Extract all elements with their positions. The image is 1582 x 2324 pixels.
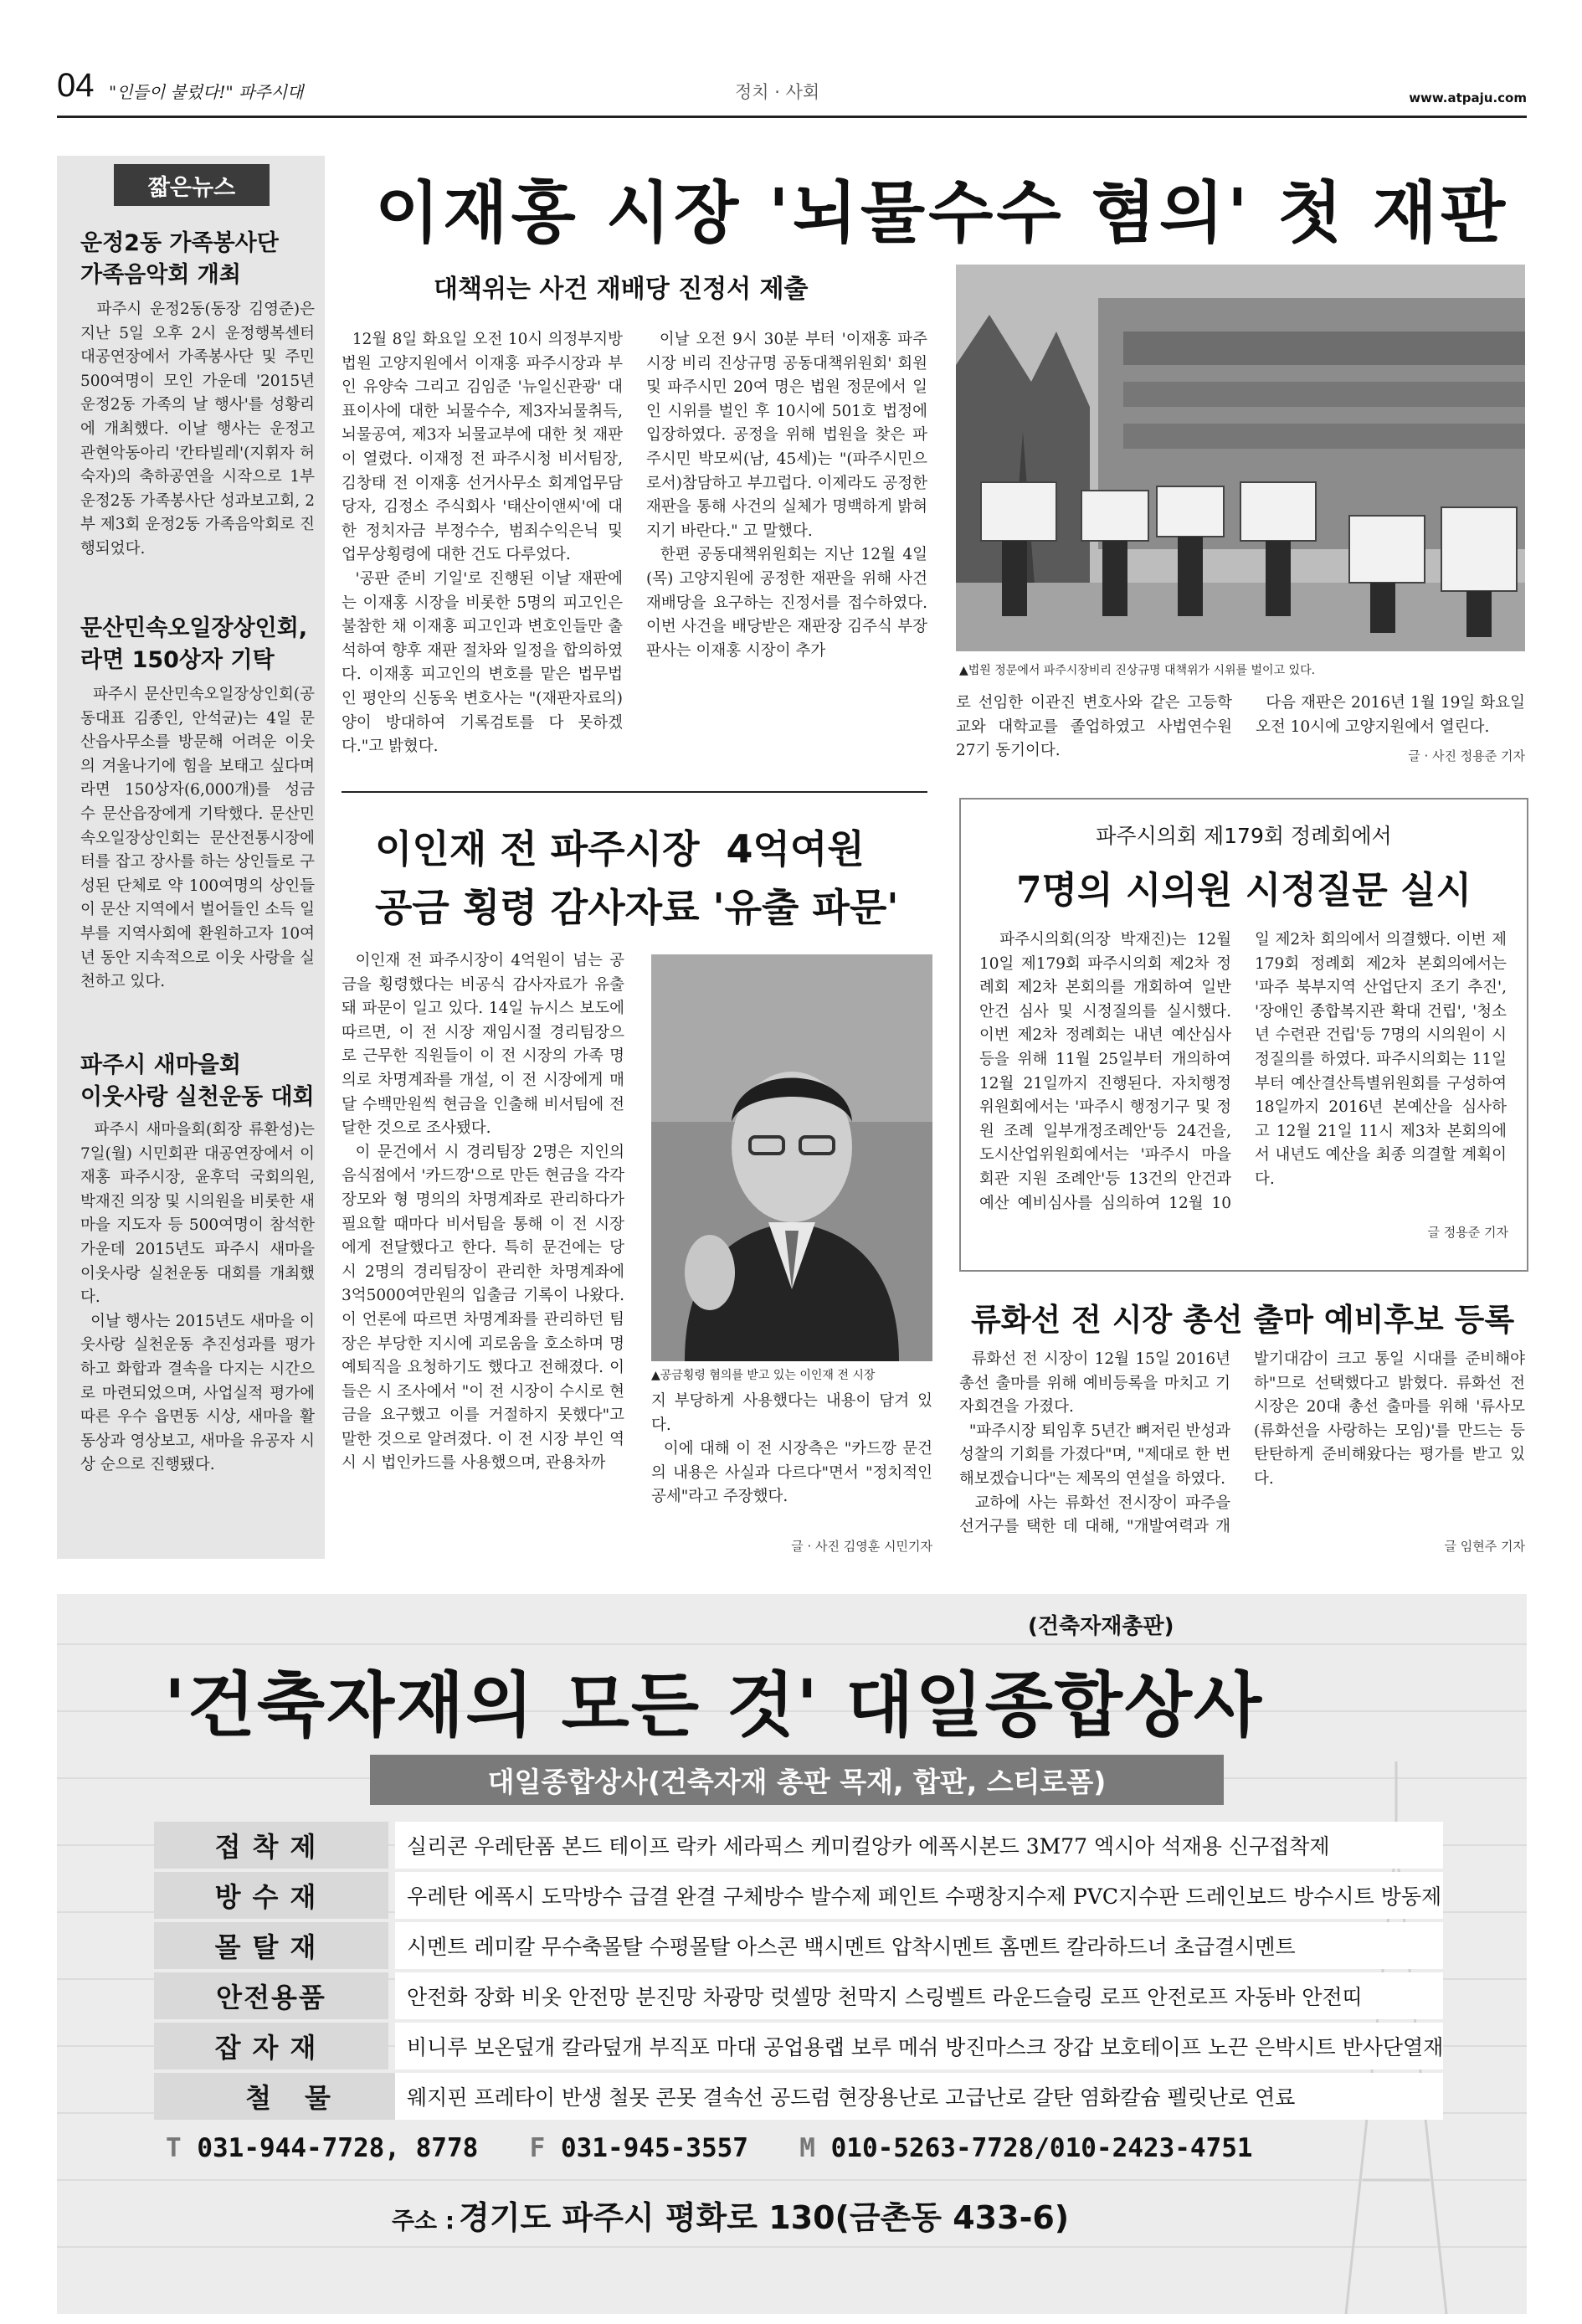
product-category-label: 방수재	[154, 1872, 388, 1919]
short-news-label: 짧은뉴스	[114, 164, 270, 206]
ad-contact-line	[166, 2133, 1253, 2163]
lead-credit: 글 · 사진 정용준 기자	[1408, 748, 1525, 764]
second-body: 이인재 전 파주시장이 4억원이 넘는 공금을 횡령했다는 비공식 감사자료가 유출돼 파문이 일고 있다. 14일 뉴시스 보도에 따르면, 이 전 시장 재임시절 경리팀장으로 근무한 직원들이 이 전 시장의 가족 명의로 차명계좌를 개설, 이 전 시장에게 매달 수백만원씩 현금을 인출해 비서팀에 전달한 것으로 조사됐다. 이 문건에서 시 경리팀장 2명은 지인의 음식점에서 '카드깡'으로 만든 현금을 각각 장모와 형 명의의 차명계좌로 관리하다가 필요할 때마다 비서팀을 통해 이 전 시장에게 전달했다고 한다. 특히 문건에는 당시 2명의 경리팀장이 관리한 차명계좌에 3억5000여만원의 입출금 기록이 나왔다. 이 언론에 따르면 차명계좌를 관리하던 팀장은 부당한 지시에 괴로움을 호소하며 명예퇴직을 요청하기도 했다고 전해졌다. 이들은 시 조사에서 "이 전 시장이 수시로 현금을 요구했고 이를 거절하지 못했다"고 말한 것으로 알려졌다. 이 전 시장 부인 역시 시 법인카드를 사용했으며, 관용차까	[342, 952, 624, 1473]
fax-prefix: F	[529, 2133, 546, 2163]
sidebar-item-title: 문산민속오일장상인회, 라면 150상자 기탁	[80, 615, 308, 673]
product-row	[154, 1972, 1443, 2019]
second-headline-line2: 공금 횡령 감사자료 '유출 파문'	[375, 885, 899, 930]
lead-photo	[956, 265, 1525, 651]
page-header	[57, 69, 1527, 111]
third-body: 류화선 전 시장이 12월 15일 2016년 총선 출마를 위해 예비등록을 마치고 기자회견을 가졌다. "파주시장 퇴임후 5년간 뼈저린 반성과 성찰의 기회를 가졌다"며, "제대로 한 번 해보겠습니다"는 제목의 연설을 하였다. 교하에 사는 류화선 전시장이 파주을 선거구를 택한 데 대해, "개발여력과 개발기대감이 크고 통일 시대를 준비해야하"므로 선택했다고 밝혔다. 류화선 전 시장은 20대 총선 출마를 위해 '류사모(류화선을 사랑하는 모임)'를 만드는 등 탄탄하게 준비해왔다는 평가를 받고 있다.	[959, 1350, 1525, 1536]
page-number: 04	[57, 67, 95, 104]
ad-headline: '건축자재의 모든 것' 대일종합상사	[164, 1664, 1264, 1746]
address-label: 주소 :	[392, 2207, 455, 2234]
former-mayor-portrait	[651, 954, 932, 1361]
third-headline: 류화선 전 시장 총선 출마 예비후보 등록	[971, 1302, 1515, 1338]
lead-body-continued: 로 선임한 이관진 변호사와 같은 고등학교와 대학교를 졸업하였고 사법연수원 27기 동기이다.	[956, 694, 1237, 760]
third-credit: 글 임현주 기자	[1444, 1539, 1525, 1554]
section-label: 정치 · 사회	[735, 82, 820, 102]
second-photo-caption: ▲공금횡령 혐의를 받고 있는 이인재 전 시장	[651, 1369, 876, 1382]
product-row	[154, 1872, 1443, 1919]
ad-subtitle-banner	[370, 1755, 1224, 1805]
product-category-label: 안전용품	[154, 1972, 388, 2019]
lead-subheadline: 대책위는 사건 재배당 진정서 제출	[434, 275, 809, 304]
mobile-prefix: M	[799, 2133, 815, 2163]
advertisement	[57, 1594, 1527, 2314]
product-items: 비니루 보온덮개 칼라덮개 부직포 마대 공업용랩 보루 메쉬 방진마스크 장갑 보호테이프 노끈 은박시트 반사단열재	[395, 2023, 1443, 2069]
header-rule	[57, 116, 1527, 118]
council-credit: 글 정용준 기자	[1427, 1225, 1508, 1240]
sidebar-item-title: 운정2동 가족봉사단 가족음악회 개최	[80, 230, 279, 288]
product-items: 실리콘 우레탄폼 본드 테이프 락카 세라픽스 케미컬앙카 에폭시본드 3M77 엑시아 석재용 신구접착제	[395, 1822, 1443, 1869]
lead-body-final: 다음 재판은 2016년 1월 19일 화요일 오전 10시에 고양지원에서 열린다.	[1256, 694, 1530, 736]
masthead-slogan: "인들이 불렀다!" 파주시대	[109, 82, 304, 102]
second-photo	[651, 954, 932, 1361]
product-row	[154, 1822, 1443, 1869]
lead-divider	[342, 791, 927, 793]
address-text: 경기도 파주시 평화로 130(금촌동 433-6)	[459, 2199, 1070, 2236]
product-items: 시멘트 레미칼 무수축몰탈 수평몰탈 아스콘 백시멘트 압착시멘트 홈멘트 칼라하드너 초급결시멘트	[395, 1922, 1443, 1969]
phone-number[interactable]: 031-944-7728, 8778	[197, 2133, 479, 2163]
product-items: 우레탄 에폭시 도막방수 급결 완결 구체방수 발수제 페인트 수팽창지수제 PVC지수판 드레인보드 방수시트 방동제	[395, 1872, 1443, 1919]
lead-photo-caption: ▲법원 정문에서 파주시장비리 진상규명 대책위가 시위를 벌이고 있다.	[959, 664, 1316, 677]
second-body-continued: 지 부당하게 사용했다는 내용이 담겨 있다. 이에 대해 이 전 시장측은 "카드깡 문건의 내용은 사실과 다르다"면서 "정치적인 공세"라고 주장했다.	[651, 1392, 932, 1506]
ad-address-line	[392, 2192, 1069, 2238]
lead-body: 12월 8일 화요일 오전 10시 의정부지방법원 고양지원에서 이재홍 파주시장과 부인 유양숙 그리고 김임준 '뉴일신관광' 대표이사에 대한 뇌물수수, 제3자뇌물취득, 뇌물공여, 제3자 뇌물교부에 대한 첫 재판이 열렸다. 이재정 전 파주시청 비서팀장, 김창태 전 이재홍 선거사무소 회계업무담당자, 김정소 주식회사 '태산이앤씨'에 대한 정치자금 부정수수, 범죄수익은닉 및 업무상횡령에 대한 건도 다루었다. '공판 준비 기일'로 진행된 이날 재판에는 이재홍 시장을 비롯한 5명의 피고인은 불참한 채 이재홍 피고인과 변호인들만 출석하여 향후 재판 절차와 일정을 합의하였다. 이재홍 피고인의 변호를 맡은 법무법인 평안의 신동욱 변호사는 "(재판자료의)양이 방대하여 기록검토를 다 못하겠다."고 밝혔다. 이날 오전 9시 30분 부터 '이재홍 파주시장 비리 진상규명 공동대책위원회' 회원 및 파주시민 20여 명은 법원 정문에서 일인 시위를 벌인 후 10시에 501호 법정에 입장하였다. 공정을 위해 법원을 찾은 파주시민 박모씨(남, 45세)는 "(파주시민으로서)참담하고 부끄럽다. 이제라도 공정한 재판을 통해 사건의 실체가 명백하게 밝혀지기 바란다." 고 말했다. 한편 공동대책위원회는 지난 12월 4일(목) 고양지원에 공정한 재판을 위해 사건 재배당을 요구하는 진정서를 접수하였다. 이번 사건을 배당받은 재판장 김주식 부장판사는 이재홍 시장이 추가	[342, 331, 928, 756]
product-table	[154, 1822, 1443, 2157]
product-category-label: 잡자재	[154, 2023, 388, 2069]
sidebar-item-title: 파주시 새마을회 이웃사랑 실천운동 대회	[80, 1052, 315, 1110]
sidebar-item-body: 파주시 문산민속오일장상인회(공동대표 김종인, 안석균)는 4일 문산읍사무소를 방문해 어려운 이웃의 겨울나기에 힘을 보태고 싶다며 라면 150상자(6,000개)를 성금 수 문산읍장에게 기탁했다. 문산민속오일장상인회는 문산전통시장에 터를 잡고 장사를 하는 상인들로 구성된 단체로 약 100여명의 상인들이 문산 지역에서 벌어들인 소득 일부를 지역사회에 환원하고자 10여 년 동안 지속적으로 이웃 사랑을 실천하고 있다.	[80, 686, 320, 991]
product-items: 안전화 장화 비옷 안전망 분진망 차광망 럿셀망 천막지 스링벨트 라운드슬링 로프 안전로프 자동바 안전띠	[395, 1972, 1443, 2019]
ad-subtitle: 대일종합상사(건축자재 총판 목재, 합판, 스티로폼)	[487, 1765, 1107, 1798]
fax-number: 031-945-3557	[560, 2133, 748, 2163]
product-category-label: 몰탈재	[154, 1922, 388, 1969]
courthouse-protest-image	[956, 265, 1525, 651]
product-row	[154, 2073, 1443, 2120]
short-news-sidebar	[57, 156, 325, 1559]
second-credit: 글 · 사진 김영훈 시민기자	[791, 1539, 932, 1554]
sidebar-item-body: 파주시 새마을회(회장 류환성)는 7일(월) 시민회관 대공연장에서 이재홍 파주시장, 윤후덕 국회의원, 박재진 의장 및 시의원을 비롯한 새마을 지도자 등 500여명이 참석한 가운데 2015년도 파주시 새마을 이웃사랑 실천운동 대회를 개최했다. 이날 행사는 2015년도 새마을 이웃사랑 실천운동 추진성과를 평가하고 화합과 결속을 다지는 시간으로 마련되었으며, 사업실적 평가에 따른 우수 읍면동 시상, 새마을 활동상과 영상보고, 새마을 유공자 시상 순으로 진행됐다.	[80, 1121, 316, 1474]
product-category-label: 철물	[154, 2073, 422, 2120]
product-category-label: 접착제	[154, 1822, 388, 1869]
council-story-box	[959, 798, 1528, 1272]
ad-category: (건축자재총판)	[1028, 1614, 1174, 1639]
mobile-number[interactable]: 010-5263-7728/010-2423-4751	[830, 2133, 1253, 2163]
council-kicker: 파주시의회 제179회 정례회에서	[1096, 824, 1392, 848]
phone-prefix: T	[166, 2133, 182, 2163]
product-row	[154, 1922, 1443, 1969]
council-headline: 7명의 시의원 시정질문 실시	[1015, 869, 1472, 912]
website-link[interactable]: www.atpaju.com	[1409, 90, 1527, 105]
product-row	[154, 2023, 1443, 2069]
product-items: 웨지핀 프레타이 반생 철못 콘못 결속선 공드럼 현장용난로 고급난로 갈탄 염화칼슘 펠릿난로 연료	[395, 2073, 1443, 2120]
second-headline-line1: 이인재 전 파주시장 4억여원	[375, 826, 865, 872]
council-body: 파주시의회(의장 박재진)는 12월 10일 제179회 파주시의회 제2차 정례회 제2차 본회의를 개회하여 일반안건 심사 및 시정질의를 실시했다. 이번 제2차 정례회는 내년 예산심사 등을 위해 11월 25일부터 개의하여 12월 21일까지 진행된다. 자치행정위원회에서는 '파주시 행정기구 및 정원 조례 일부개정조례안'등 24건을, 도시산업위원회에서는 '파주시 마을회관 지원 조례안'등 13건의 안건과 예산 예비심사를 심의하여 12월 10일 제2차 회의에서 의결했다. 이번 제179회 정례회 제2차 본회의에서는 '파주 북부지역 산업단지 조기 추진', '장애인 종합복지관 확대 건립', '청소년 수련관 건립'등 7명의 시의원이 시정질의를 하였다. 파주시의회는 11일부터 예산결산특별위원회를 구성하여 18일까지 2016년 본예산을 심사하고 12월 21일 11시 제3차 본회의에서 내년도 예산을 최종 의결할 계획이다.	[979, 931, 1512, 1212]
lead-headline: 이재홍 시장 '뇌물수수 혐의' 첫 재판	[375, 173, 1509, 252]
sidebar-item-body: 파주시 운정2동(동장 김영준)은 지난 5일 오후 2시 운정행복센터 대공연장에서 가족봉사단 및 주민 500여명이 모인 가운데 '2015년 운정2동 가족의 날 행사'를 성황리에 개최했다. 이날 행사는 운정고 관현악동아리 '칸타빌레'(지휘자 허숙자)의 축하공연을 시작으로 1부 운정2동 가족봉사단 성과보고회, 2부 제3회 운정2동 가족음악회로 진행되었다.	[80, 301, 320, 558]
